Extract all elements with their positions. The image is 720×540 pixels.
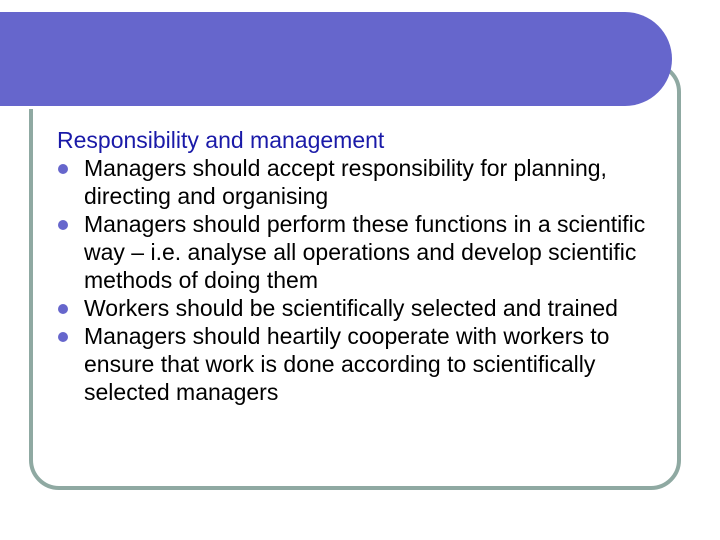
bullet-text: Managers should accept responsibility for planning, directing and organising [84,155,607,209]
title-divider [0,106,637,109]
title-banner [0,12,672,106]
bullet-dot-icon [58,304,68,314]
bullet-text: Managers should perform these functions in a scientific way – i.e. analyse all operations and develop scientific methods of doing them [84,211,646,293]
bullet-item [57,154,677,210]
bullet-dot-icon [58,332,68,342]
bullet-list [57,154,677,406]
bullet-dot-icon [58,220,68,230]
bullet-item [57,322,677,406]
bullet-item [57,294,677,322]
bullet-text: Workers should be scientifically selected and trained [84,295,618,321]
section-heading: Responsibility and management [57,127,385,153]
bullet-item [57,210,677,294]
bullet-text: Managers should heartily cooperate with workers to ensure that work is done according to scientifically selected managers [84,323,610,405]
bullet-dot-icon [58,164,68,174]
slide-body [57,126,677,406]
